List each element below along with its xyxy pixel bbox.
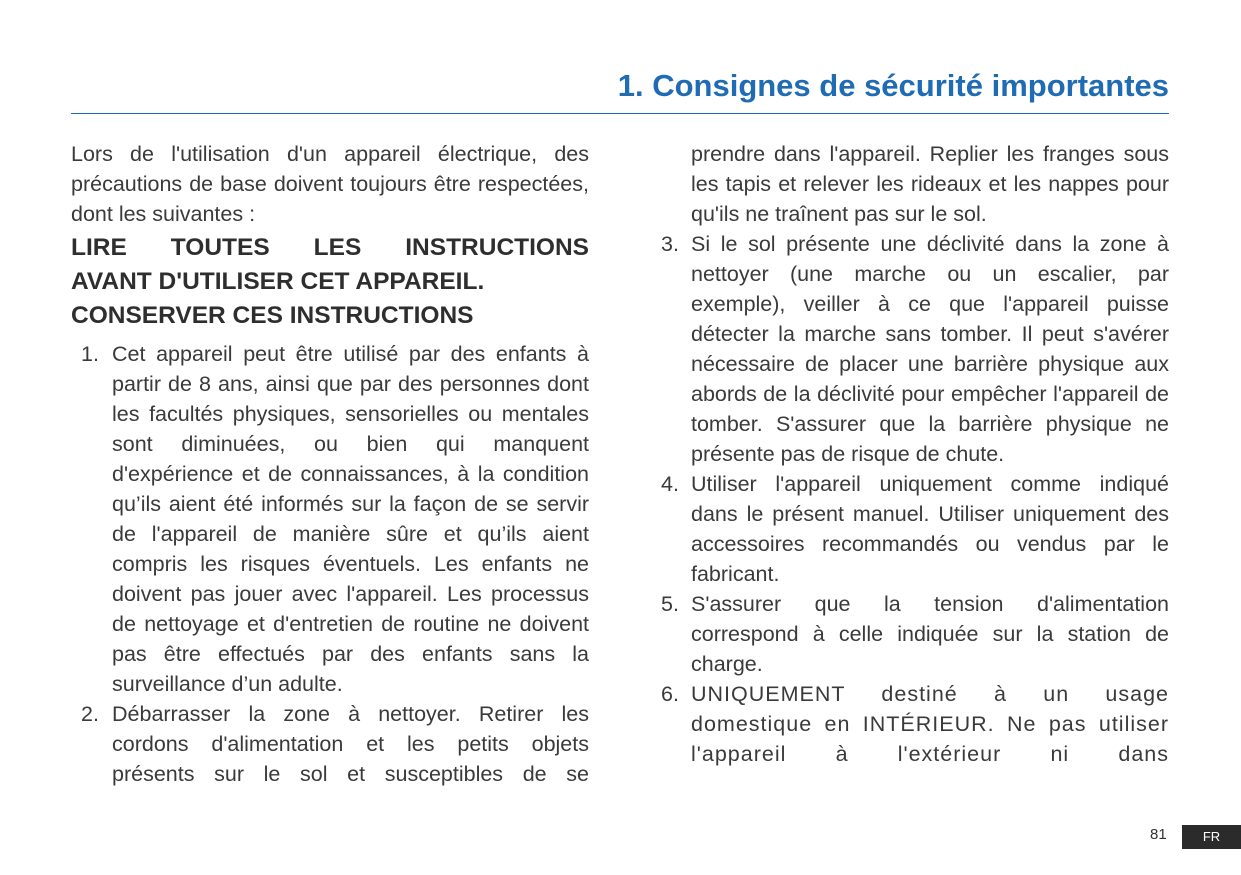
warning-heading	[71, 231, 589, 333]
page-number: 81	[1150, 826, 1167, 843]
list-item-number: 5.	[661, 592, 679, 616]
warning-line: LIRE TOUTES LES INSTRUCTIONS	[71, 234, 589, 261]
intro-paragraph: Lors de l'utilisation d'un appareil électrique, des précautions de base doivent toujours être respectées, dont les suivantes :	[71, 142, 589, 226]
list-item-text: S'assurer que la tension d'alimentation correspond à celle indiquée sur la station de charge.	[691, 592, 1169, 676]
list-item	[651, 589, 1169, 679]
left-column	[71, 139, 589, 789]
safety-list-continued	[651, 229, 1169, 769]
safety-list	[71, 339, 589, 789]
warning-line: CONSERVER CES INSTRUCTIONS	[71, 302, 474, 329]
list-item	[71, 699, 589, 789]
list-item-number: 4.	[661, 472, 679, 496]
page-title: 1. Consignes de sécurité importantes	[617, 68, 1169, 103]
list-item-text: Débarrasser la zone à nettoyer. Retirer les cordons d'alimentation et les petits objets présents sur le sol et susceptibles de se	[112, 702, 589, 786]
list-item-text: UNIQUEMENT destiné à un usage domestique en INTÉRIEUR. Ne pas utiliser l'appareil à l'extérieur ni dans	[691, 682, 1169, 766]
list-item	[71, 339, 589, 699]
language-badge: FR	[1182, 825, 1241, 849]
list-item-number: 2.	[81, 702, 99, 726]
list-item-number: 1.	[81, 342, 99, 366]
list-item-text: Si le sol présente une déclivité dans la zone à nettoyer (une marche ou un escalier, par exemple), veiller à ce que l'appareil puisse détecter la marche sans tomber. Il peut s'avérer nécessaire de placer une barrière physique aux abords de la déclivité pour empêcher l'appareil de tomber. S'assurer que la barrière physique ne présente pas de risque de chute.	[691, 232, 1169, 466]
right-column	[651, 139, 1169, 769]
warning-line: AVANT D'UTILISER CET APPAREIL.	[71, 268, 485, 295]
list-item-text: Cet appareil peut être utilisé par des enfants à partir de 8 ans, ainsi que par des personnes dont les facultés physiques, sensorielles ou mentales sont diminuées, ou bien qui manquent d'expérience et de connaissances, à la condition qu’ils aient été informés sur la façon de se servir de l'appareil de manière sûre et qu’ils aient compris les risques éventuels. Les enfants ne doivent pas jouer avec l'appareil. Les processus de nettoyage et d'entretien de routine ne doivent pas être effectués par des enfants sans la surveillance d’un adulte.	[112, 342, 589, 696]
list-item-continuation: prendre dans l'appareil. Replier les franges sous les tapis et relever les rideaux et les nappes pour qu'ils ne traînent pas sur le sol.	[691, 142, 1169, 226]
list-item	[651, 469, 1169, 589]
list-item-text: Utiliser l'appareil uniquement comme indiqué dans le présent manuel. Utiliser uniquement des accessoires recommandés ou vendus par le fabricant.	[691, 472, 1169, 586]
list-item-number: 6.	[661, 682, 679, 706]
list-item	[651, 679, 1169, 769]
list-item-number: 3.	[661, 232, 679, 256]
list-item	[651, 229, 1169, 469]
header-divider	[71, 113, 1169, 114]
